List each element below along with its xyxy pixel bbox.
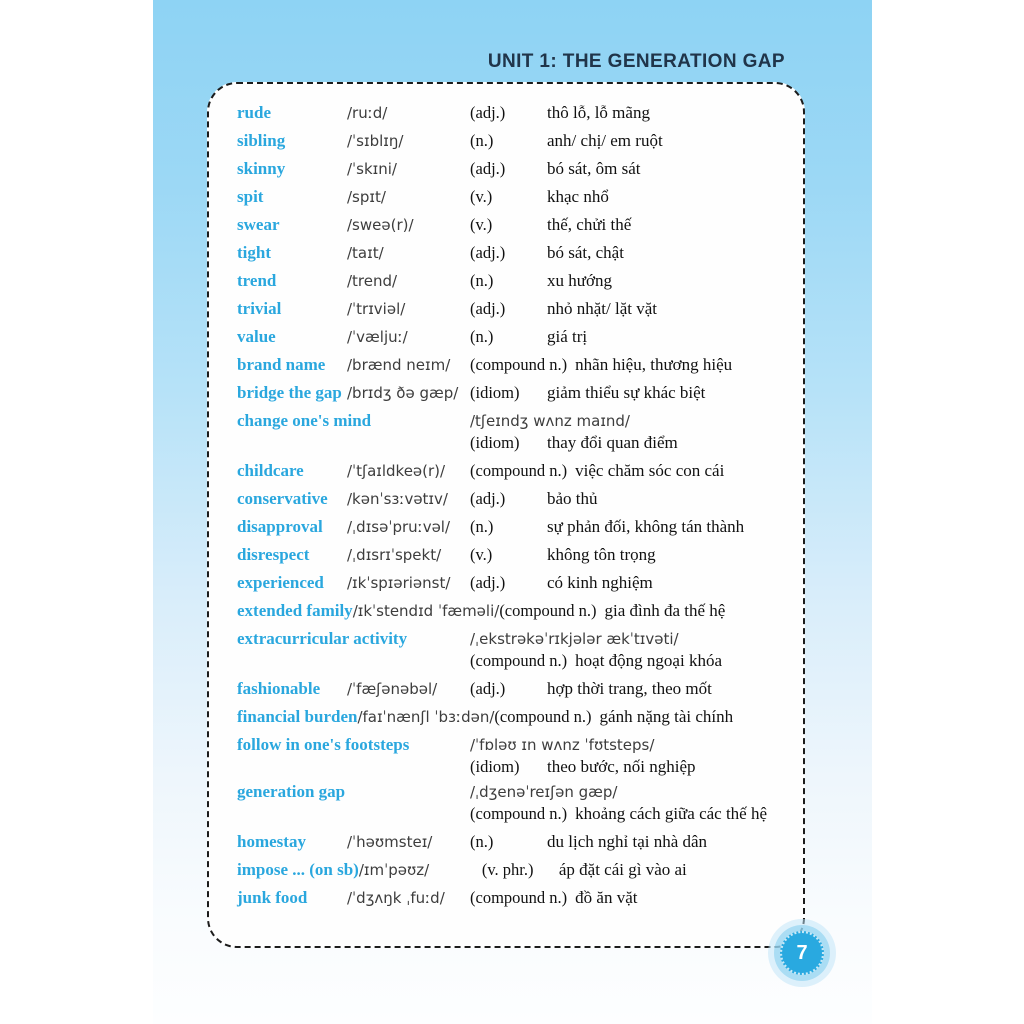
vocab-pos: (compound n.) [499, 601, 597, 620]
vocab-word: impose ... (on sb) [237, 860, 359, 879]
vocab-row [237, 597, 793, 625]
vocab-row [237, 485, 793, 513]
vocab-pos: (adj.) [470, 573, 506, 592]
vocab-meaning: thay đổi quan điểm [547, 433, 678, 452]
vocab-meaning: nhãn hiệu, thương hiệu [575, 355, 733, 374]
vocab-pos: (v.) [470, 187, 493, 206]
vocab-row [237, 183, 793, 211]
vocab-word: skinny [237, 159, 286, 178]
vocab-phonetic: /brænd neɪm/ [347, 356, 451, 374]
vocab-pos: (idiom) [470, 757, 520, 776]
vocab-phonetic: /ruːd/ [347, 104, 388, 122]
vocab-pos: (n.) [470, 327, 494, 346]
vocab-row-line2 [470, 803, 767, 825]
vocab-word: extended family [237, 601, 353, 620]
vocab-phonetic: /kənˈsɜːvətɪv/ [347, 490, 448, 508]
vocab-word: follow in one's footsteps [237, 735, 410, 754]
vocab-phonetic: /ˈdʒʌŋk ˌfuːd/ [347, 889, 445, 907]
vocab-word: disrespect [237, 545, 310, 564]
vocab-phonetic: /ɪmˈpəʊz/ [358, 861, 430, 879]
vocab-pos: (adj.) [470, 489, 506, 508]
vocab-row [237, 295, 793, 323]
vocab-phonetic: /brɪdʒ ðə gæp/ [347, 384, 459, 402]
vocab-row [237, 734, 793, 778]
vocab-pos: (v.) [470, 215, 493, 234]
page-number-badge [780, 931, 824, 975]
vocab-row-detail [470, 628, 722, 672]
vocab-meaning: anh/ chị/ em ruột [547, 131, 663, 150]
vocab-word: spit [237, 187, 264, 206]
vocab-pos: (compound n.) [470, 804, 568, 823]
vocab-phonetic: /trend/ [347, 272, 398, 290]
vocab-meaning: xu hướng [547, 271, 612, 290]
vocab-row [237, 541, 793, 569]
vocab-pos: (compound n.) [470, 888, 568, 907]
vocab-row [237, 323, 793, 351]
vocab-row [237, 239, 793, 267]
vocab-meaning: du lịch nghỉ tại nhà dân [547, 832, 708, 851]
vocab-row [237, 99, 793, 127]
vocab-meaning: có kinh nghiệm [547, 573, 653, 592]
vocab-row-detail [470, 410, 678, 454]
unit-header: UNIT 1: THE GENERATION GAP [487, 51, 785, 72]
vocab-meaning: khoảng cách giữa các thế hệ [575, 804, 768, 823]
vocab-phonetic: /ˌdʒenəˈreɪʃən gæp/ [470, 783, 618, 801]
vocab-row-detail [470, 734, 696, 778]
vocab-phonetic: /ˌdɪsrɪˈspekt/ [347, 546, 442, 564]
vocab-meaning: việc chăm sóc con cái [575, 461, 725, 480]
vocab-word: rude [237, 103, 271, 122]
vocab-pos: (compound n.) [470, 355, 568, 374]
vocab-row [237, 884, 793, 912]
vocab-pos: (adj.) [470, 103, 506, 122]
vocab-pos: (v. phr.) [481, 860, 534, 879]
vocab-row [237, 828, 793, 856]
vocab-meaning: theo bước, nối nghiệp [547, 757, 696, 776]
vocab-pos: (adj.) [470, 243, 506, 262]
vocab-word: trend [237, 271, 277, 290]
vocab-row-detail [470, 781, 767, 825]
vocab-word: bridge the gap [237, 383, 342, 402]
book-page [153, 0, 872, 1024]
vocab-meaning: hợp thời trang, theo mốt [547, 679, 712, 698]
vocab-phonetic: /ˈtʃaɪldkeə(r)/ [347, 462, 446, 480]
vocab-phonetic: /ˈfɒləʊ ɪn wʌnz ˈfʊtsteps/ [470, 736, 655, 754]
vocab-phonetic: /ˈsɪblɪŋ/ [347, 132, 404, 150]
page-number: 7 [796, 941, 808, 964]
vocab-word: conservative [237, 489, 328, 508]
vocab-word: tight [237, 243, 271, 262]
vocab-pos: (idiom) [470, 383, 520, 402]
vocab-meaning: bó sát, ôm sát [547, 159, 641, 178]
vocab-phonetic: /ˌekstrəkəˈrɪkjələr ækˈtɪvəti/ [470, 630, 679, 648]
vocab-row [237, 675, 793, 703]
vocab-meaning: áp đặt cái gì vào ai [558, 860, 687, 879]
vocab-row [237, 569, 793, 597]
vocabulary-list [237, 99, 793, 912]
vocab-word: sibling [237, 131, 286, 150]
vocab-word: disapproval [237, 517, 323, 536]
vocab-row [237, 856, 793, 884]
vocab-row [237, 457, 793, 485]
vocab-row [237, 628, 793, 672]
vocab-pos: (v.) [470, 545, 493, 564]
vocab-pos: (n.) [470, 131, 494, 150]
vocab-meaning: bó sát, chật [547, 243, 624, 262]
vocab-word: junk food [237, 888, 308, 907]
vocab-meaning: hoạt động ngoại khóa [575, 651, 722, 670]
vocab-row [237, 351, 793, 379]
vocab-row-line2 [470, 432, 678, 454]
vocab-row-line2 [470, 756, 696, 778]
vocab-row [237, 379, 793, 407]
vocab-word: extracurricular activity [237, 629, 408, 648]
vocab-phonetic: /taɪt/ [347, 244, 384, 262]
vocab-row [237, 781, 793, 825]
vocab-pos: (n.) [470, 271, 494, 290]
vocab-pos: (compound n.) [470, 461, 568, 480]
vocab-word: brand name [237, 355, 326, 374]
vocab-meaning: giá trị [547, 327, 588, 346]
vocab-word: fashionable [237, 679, 321, 698]
vocab-meaning: thế, chửi thế [547, 215, 632, 234]
vocab-meaning: đồ ăn vặt [575, 888, 638, 907]
vocab-phonetic: /tʃeɪndʒ wʌnz maɪnd/ [470, 412, 630, 430]
vocab-meaning: khạc nhổ [547, 187, 609, 206]
vocab-phonetic: /ˈskɪni/ [347, 160, 397, 178]
vocab-word: experienced [237, 573, 324, 592]
vocab-row-line2 [470, 650, 722, 672]
vocab-word: homestay [237, 832, 306, 851]
vocab-word: swear [237, 215, 280, 234]
vocab-pos: (adj.) [470, 679, 506, 698]
vocab-row [237, 513, 793, 541]
vocab-phonetic: /ˌdɪsəˈpruːvəl/ [347, 518, 451, 536]
vocab-pos: (n.) [470, 832, 494, 851]
vocab-phonetic: /ˈfæʃənəbəl/ [347, 680, 438, 698]
vocab-word: generation gap [237, 782, 346, 801]
vocab-meaning: sự phản đối, không tán thành [547, 517, 745, 536]
vocab-row [237, 127, 793, 155]
vocab-pos: (idiom) [470, 433, 520, 452]
vocab-meaning: giảm thiểu sự khác biệt [547, 383, 706, 402]
vocab-phonetic: /ˈvæljuː/ [347, 328, 408, 346]
vocab-word: childcare [237, 461, 304, 480]
vocab-phonetic: /ˈtrɪviəl/ [347, 300, 406, 318]
vocab-phonetic: /ɪkˈspɪəriənst/ [347, 574, 451, 592]
vocab-meaning: thô lỗ, lỗ mãng [547, 103, 650, 122]
vocab-pos: (compound n.) [494, 707, 592, 726]
vocab-meaning: gia đình đa thế hệ [604, 601, 726, 620]
vocab-word: financial burden [237, 707, 358, 726]
vocab-row [237, 155, 793, 183]
vocab-pos: (compound n.) [470, 651, 568, 670]
vocab-pos: (adj.) [470, 299, 506, 318]
vocabulary-panel [207, 82, 805, 948]
vocab-phonetic: /spɪt/ [347, 188, 386, 206]
vocab-row [237, 267, 793, 295]
vocab-word: change one's mind [237, 411, 372, 430]
vocab-word: value [237, 327, 276, 346]
vocab-phonetic: /faɪˈnænʃl ˈbɜːdən/ [357, 708, 495, 726]
vocab-row [237, 410, 793, 454]
vocab-meaning: bảo thủ [547, 489, 598, 508]
vocab-word: trivial [237, 299, 282, 318]
vocab-pos: (n.) [470, 517, 494, 536]
vocab-row [237, 703, 793, 731]
vocab-phonetic: /ˈhəʊmsteɪ/ [347, 833, 433, 851]
vocab-pos: (adj.) [470, 159, 506, 178]
vocab-row [237, 211, 793, 239]
vocab-meaning: không tôn trọng [547, 545, 656, 564]
vocab-phonetic: /ɪkˈstendɪd ˈfæməli/ [352, 602, 500, 620]
vocab-meaning: nhỏ nhặt/ lặt vặt [547, 299, 658, 318]
vocab-meaning: gánh nặng tài chính [599, 707, 734, 726]
vocab-phonetic: /sweə(r)/ [347, 216, 414, 234]
